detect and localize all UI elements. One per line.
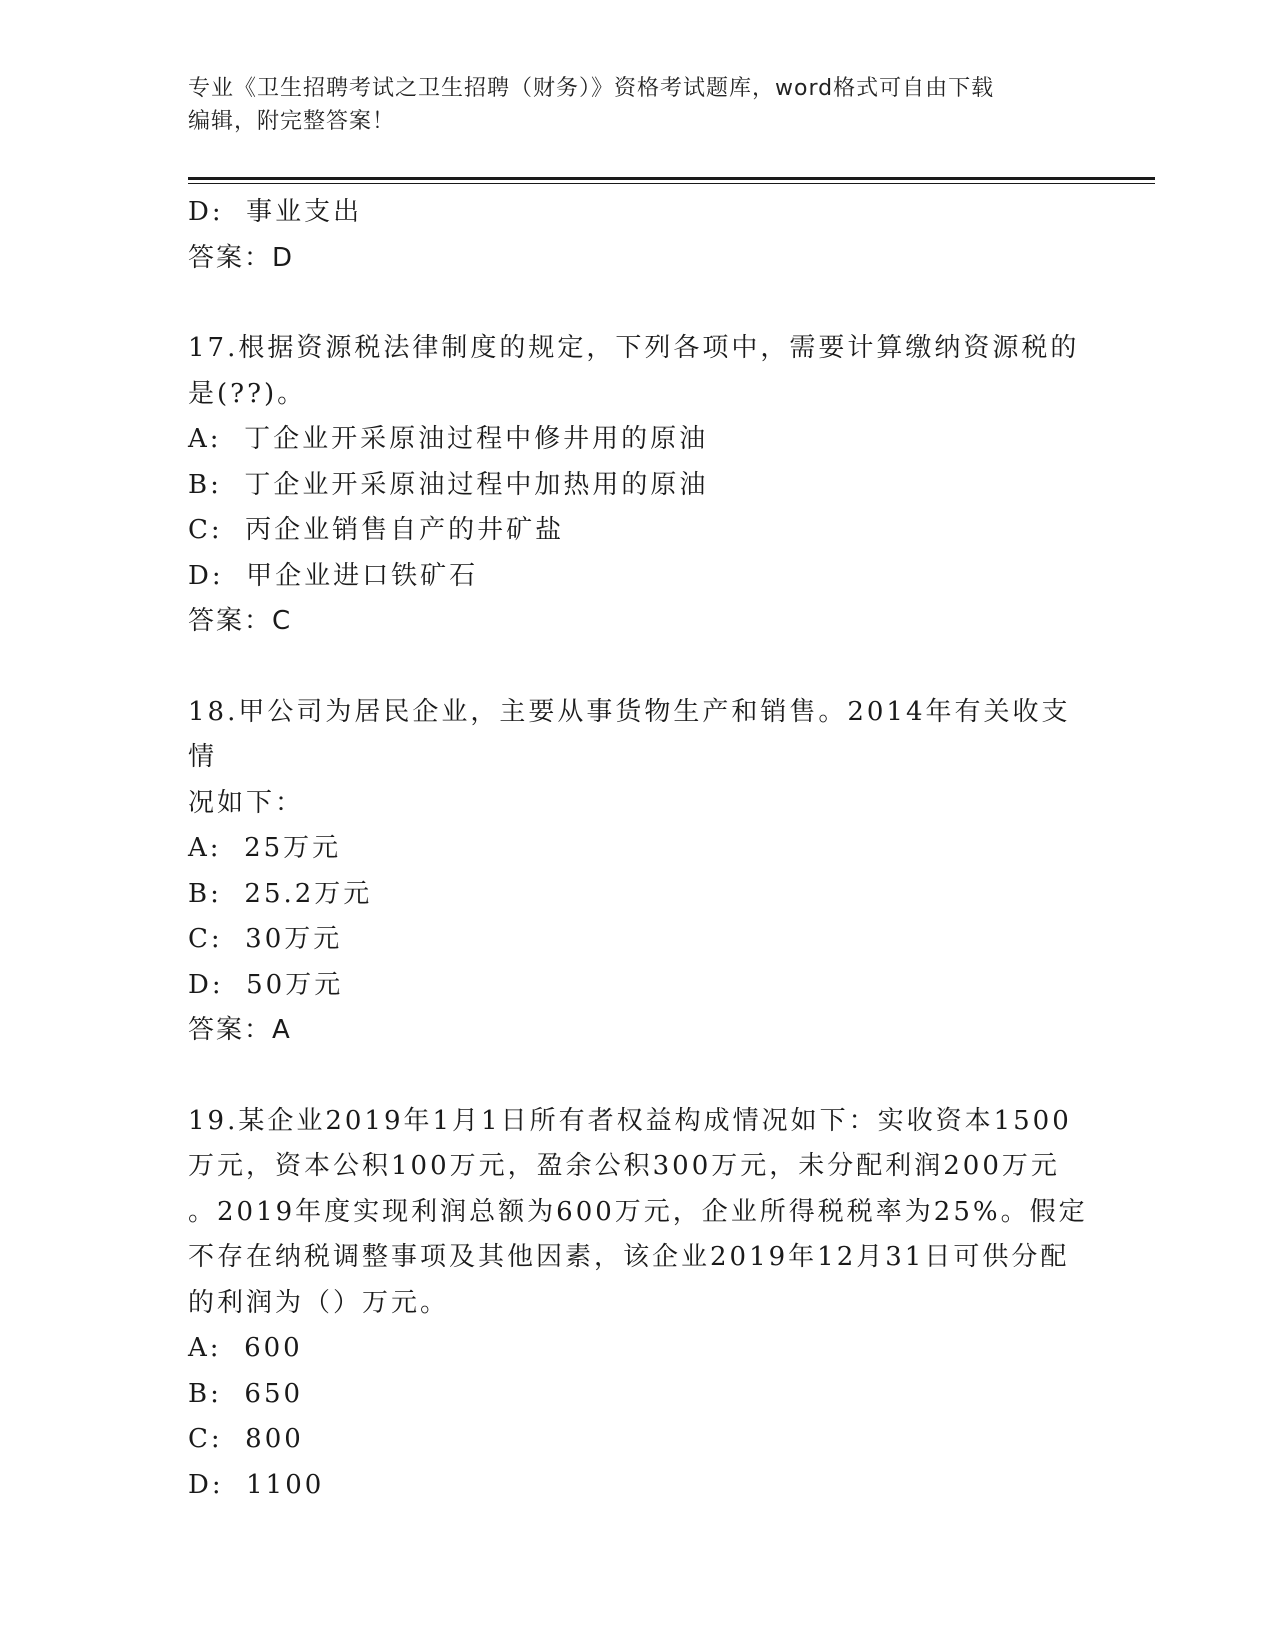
header-rule-thick <box>188 177 1155 180</box>
question-19 <box>188 1099 1088 1509</box>
option-b: B: 650 <box>188 1378 304 1409</box>
question-content <box>188 190 1088 1508</box>
option-c: C: 30万元 <box>188 924 343 954</box>
question-stem-line: 的利润为（）万元。 <box>188 1287 450 1318</box>
option-a: A: 600 <box>188 1333 303 1363</box>
option-d: D: 甲企业进口铁矿石 <box>188 560 479 591</box>
question-17 <box>188 326 1088 645</box>
question-stem-line: 是(??)。 <box>188 378 307 409</box>
previous-question-tail <box>188 190 1088 281</box>
question-stem-line: 不存在纳税调整事项及其他因素，该企业2019年12月31日可供分配 <box>188 1242 1070 1272</box>
option-d: D: 50万元 <box>188 969 344 1000</box>
answer-line: 答案：C <box>188 606 293 636</box>
option-d: D: 1100 <box>188 1469 325 1500</box>
question-18 <box>188 690 1088 1054</box>
question-stem-line: 况如下： <box>188 787 305 818</box>
header-rule-thin <box>188 183 1155 184</box>
header-line-2: 编辑，附完整答案！ <box>188 109 396 134</box>
question-stem-line: 。2019年度实现利润总额为600万元，企业所得税税率为25%。假定 <box>188 1196 1088 1227</box>
option-a: A: 丁企业开采原油过程中修井用的原油 <box>188 424 709 454</box>
question-stem-line: 17.根据资源税法律制度的规定，下列各项中，需要计算缴纳资源税的 <box>188 333 1080 363</box>
option-c: C: 800 <box>188 1424 304 1454</box>
document-header <box>188 72 1078 138</box>
option-c: C: 丙企业销售自产的井矿盐 <box>188 515 565 545</box>
option-a: A: 25万元 <box>188 833 342 863</box>
answer-line: 答案：A <box>188 1015 292 1045</box>
question-stem-line: 万元，资本公积100万元，盈余公积300万元，未分配利润200万元 <box>188 1151 1060 1181</box>
question-stem-line: 18.甲公司为居民企业，主要从事货物生产和销售。2014年有关收支情 <box>188 696 1071 772</box>
option-b: B: 丁企业开采原油过程中加热用的原油 <box>188 469 709 500</box>
header-line-1: 专业《卫生招聘考试之卫生招聘（财务）》资格考试题库，word格式可自由下载 <box>188 76 995 101</box>
option-b: B: 25.2万元 <box>188 878 373 909</box>
answer-line: 答案：D <box>188 242 295 273</box>
question-stem-line: 19.某企业2019年1月1日所有者权益构成情况如下：实收资本1500 <box>188 1105 1072 1136</box>
option-d: D: 事业支出 <box>188 197 363 227</box>
